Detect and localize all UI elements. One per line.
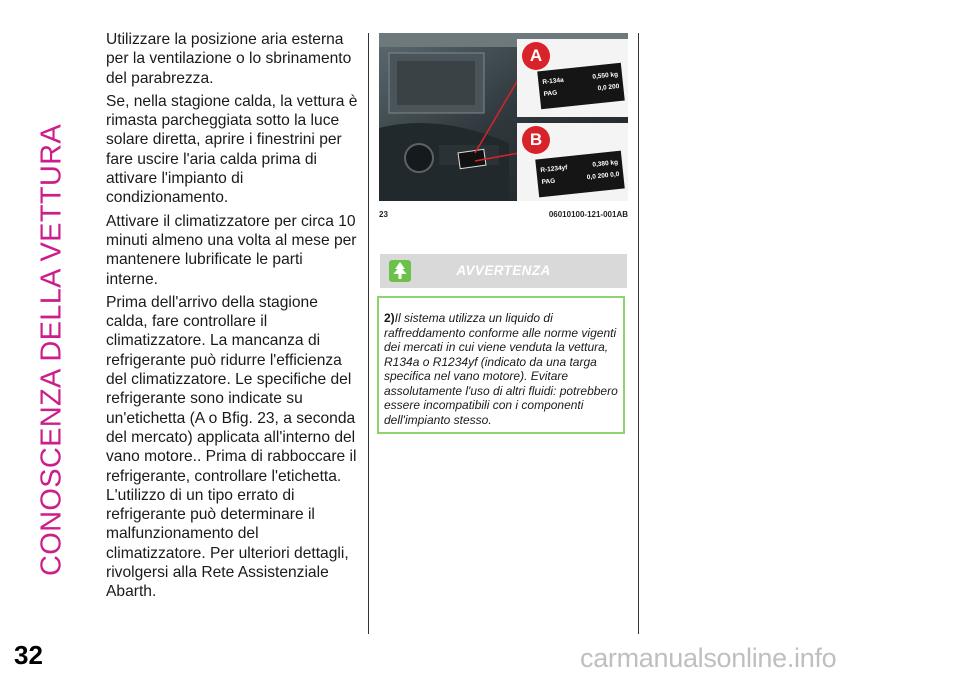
warning-header [380, 254, 627, 288]
page-number: 32 [14, 640, 43, 670]
label-a-oil-quantity: 0,0 200 [597, 83, 620, 93]
warning-title: AVVERTENZA [456, 263, 551, 278]
label-b-refrigerant: R-1234yf [540, 164, 568, 175]
label-b-quantity: 0,380 kg [592, 158, 619, 169]
warning-number: 2) [384, 311, 395, 325]
column-divider [368, 33, 369, 634]
marker-a: A [522, 42, 550, 70]
engine-bay-figure [379, 33, 628, 201]
body-paragraph: Prima dell'arrivo della stagione calda, fare controllare il climatizzatore. La mancanza di refrigerante può ridurre l'efficienza del climatizzatore. Le specifiche del refrigerante sono indicate su un'etichetta (A o Bfig. 23, a seconda del mercato) applicata all'interno del vano motore.. Prima di rabboccare il refrigerante, controllare l'etichetta. L'utilizzo di un tipo errato di refrigerante può determinare il malfunzionamento del climatizzatore. Per ulteriori dettagli, rivolgersi alla Rete Assistenziale Abarth. [106, 293, 357, 601]
warning-box [377, 296, 625, 434]
body-text-column [106, 30, 358, 606]
marker-b: B [522, 126, 550, 154]
label-b-oil-quantity: 0,0 200 0,0 [586, 170, 620, 182]
body-paragraph: Se, nella stagione calda, la vettura è rimasta parcheggiata sotto la luce solare diretta, aprire i finestrini per fare uscire l'aria calda prima di attivare l'impianto di condizionamento. [106, 92, 358, 207]
watermark: carmanualsonline.info [580, 643, 837, 673]
body-paragraph: Attivare il climatizzatore per circa 10 minuti almeno una volta al mese per mantenere lubrificate le parti interne. [106, 212, 357, 288]
column-divider [638, 33, 639, 634]
label-b-oil: PAG [541, 177, 556, 187]
figure-number: 23 [379, 210, 388, 219]
label-a-oil: PAG [543, 89, 558, 98]
label-a-refrigerant: R-134a [542, 76, 565, 86]
section-title-text: CONOSCENZA DELLA VETTURA [35, 124, 68, 576]
label-a-quantity: 0,550 kg [592, 71, 619, 81]
figure-code: 06010100-121-001AB [548, 210, 628, 219]
body-paragraph: Utilizzare la posizione aria esterna per la ventilazione o lo sbrinamento del parabrezza. [106, 31, 352, 87]
warning-text: Il sistema utilizza un liquido di raffreddamento conforme alle norme vigenti dei mercati in cui viene venduta la vettura, R134a o R1234yf (indicato da una targa specifica nel vano motore). Evitare assolutamente l'uso di altri fluidi: potrebbero essere incompatibili con i componenti dell'impianto stesso. [384, 311, 618, 427]
